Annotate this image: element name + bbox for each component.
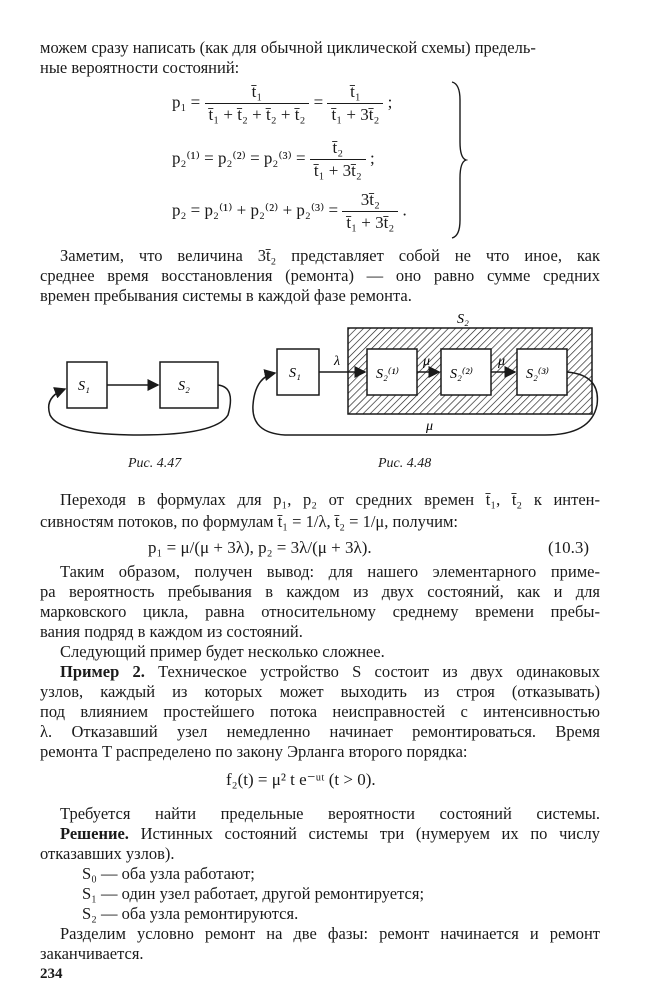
state-s0: S₀ — оба узла работают; [82, 864, 255, 883]
fig448-label-mu-back: μ [426, 419, 434, 434]
fig448-label-s2-3: S₂⁽³⁾ [526, 367, 549, 382]
formula-bracket [448, 80, 468, 240]
example-line-2: узлов, каждый из которых может выходить из строя (отказывать) [40, 682, 600, 701]
para3-line-1: Таким образом, получен вывод: для нашего элементарного приме- [60, 562, 600, 581]
fig448-label-mu-1: μ [423, 354, 431, 369]
formula-p1 [172, 82, 392, 125]
para1-line-2: среднее время восстановления (ремонта) — оно равно сумме средних [40, 266, 600, 285]
para2-line-2: сивностям потоков, по формулам t̄₁ = 1/λ, t̄₂ = 1/μ, получим: [40, 512, 459, 531]
formula-p3-lhs: p₂ = p₂⁽¹⁾ + p₂⁽²⁾ + p₂⁽³⁾ = [172, 200, 339, 220]
formula-p1-frac [205, 82, 310, 125]
equation-10-3: p₁ = μ/(μ + 3λ), p₂ = 3λ/(μ + 3λ). [148, 538, 372, 557]
intro-line-1: можем сразу написать (как для обычной циклической схемы) предель- [40, 38, 536, 57]
state-s2: S₂ — оба узла ремонтируются. [82, 904, 299, 923]
formula-p1-lhs: p₁ = [172, 92, 201, 112]
formula-p3-frac [342, 190, 398, 233]
intro-line-2: ные вероятности состояний: [40, 58, 240, 77]
erlang-formula: f₂(t) = μ² t e⁻ᵘᵗ (t > 0). [226, 770, 376, 789]
task-line: Требуется найти предельные вероятности состояний системы. [60, 804, 600, 823]
formula-p2-sum [172, 190, 407, 233]
formula-p3-end: . [402, 200, 407, 220]
fig448-label-s2-2: S₂⁽²⁾ [450, 367, 473, 382]
fig447-caption: Рис. 4.47 [128, 456, 182, 471]
formula-p1-eq: = [313, 92, 324, 112]
fig447-label-s1: S₁ [78, 379, 90, 394]
formula-p1-frac2 [327, 82, 383, 125]
para3-line-2: ра вероятность пребывания в каждом из двух состояний, как и для [40, 582, 600, 601]
para3-line-4: вания подряд в каждом из состояний. [40, 622, 303, 641]
state-s1: S₁ — один узел работает, другой ремонтируется; [82, 884, 425, 903]
fig448-label-lambda: λ [334, 354, 341, 369]
para5-line-1: Разделим условно ремонт на две фазы: ремонт начинается и ремонт [60, 924, 600, 943]
formula-p1-num: t̄₁ [251, 82, 263, 101]
formula-p2-lhs: p₂⁽¹⁾ = p₂⁽²⁾ = p₂⁽³⁾ = [172, 148, 306, 168]
para5-line-2: заканчивается. [40, 944, 144, 963]
formula-p2-frac [310, 138, 366, 181]
fig447-label-s2: S₂ [178, 379, 190, 394]
fig448-caption: Рис. 4.48 [378, 456, 432, 471]
formula-p1-den: t̄₁ + t̄₂ + t̄₂ + t̄₂ [205, 103, 310, 125]
formula-p1-end: ; [387, 92, 393, 112]
example-line-4: λ. Отказавший узел немедленно начинает ремонтироваться. Время [40, 722, 600, 741]
formula-p1-den2: t̄₁ + 3t̄₂ [327, 103, 383, 125]
formula-p2-num: t̄₂ [332, 138, 344, 157]
formula-p1-num2: t̄₁ [350, 82, 361, 101]
para4-line-1: Следующий пример будет несколько сложнее. [60, 642, 385, 661]
figure-4-47 [40, 345, 240, 445]
solution-line-2: отказавших узлов). [40, 844, 175, 863]
formula-p2-end: ; [370, 148, 375, 168]
formula-p3-den: t̄₁ + 3t̄₂ [342, 211, 398, 233]
para1-line-1: Заметим, что величина 3t̄₂ представляет собой не что иное, как [60, 246, 600, 265]
example-line-1 [60, 662, 600, 682]
example-line-3: под влиянием простейшего потока неисправностей с интенсивностью [40, 702, 600, 721]
formula-p2-den: t̄₁ + 3t̄₂ [310, 159, 366, 181]
equation-number: (10.3) [548, 538, 590, 557]
para2-line-1: Переходя в формулах для p₁, p₂ от средних времен t̄₁, t̄₂ к интен- [60, 490, 600, 509]
formula-p2-phases [172, 138, 375, 181]
figure-4-48 [245, 305, 605, 450]
page-number: 234 [40, 966, 63, 982]
formula-p3-num: 3t̄₂ [360, 190, 380, 209]
example-label: Пример 2. [60, 662, 145, 681]
example-line-5: ремонта T распределено по закону Эрланга второго порядка: [40, 742, 468, 761]
fig448-label-mu-2: μ [498, 354, 506, 369]
fig448-label-s1: S₁ [289, 366, 301, 381]
solution-label: Решение. [60, 824, 129, 843]
example-line-1-rest: Техническое устройство S состоит из двух одинаковых [158, 662, 600, 681]
fig448-label-group: S₂ [457, 312, 469, 327]
solution-line-1 [60, 824, 600, 844]
para3-line-3: марковского цикла, равна относительному среднему времени пребы- [40, 602, 600, 621]
fig448-label-s2-1: S₂⁽¹⁾ [376, 367, 399, 382]
solution-line-1-rest: Истинных состояний системы три (нумеруем их по числу [140, 824, 601, 843]
para1-line-3: времен пребывания системы в каждой фазе ремонта. [40, 286, 412, 305]
